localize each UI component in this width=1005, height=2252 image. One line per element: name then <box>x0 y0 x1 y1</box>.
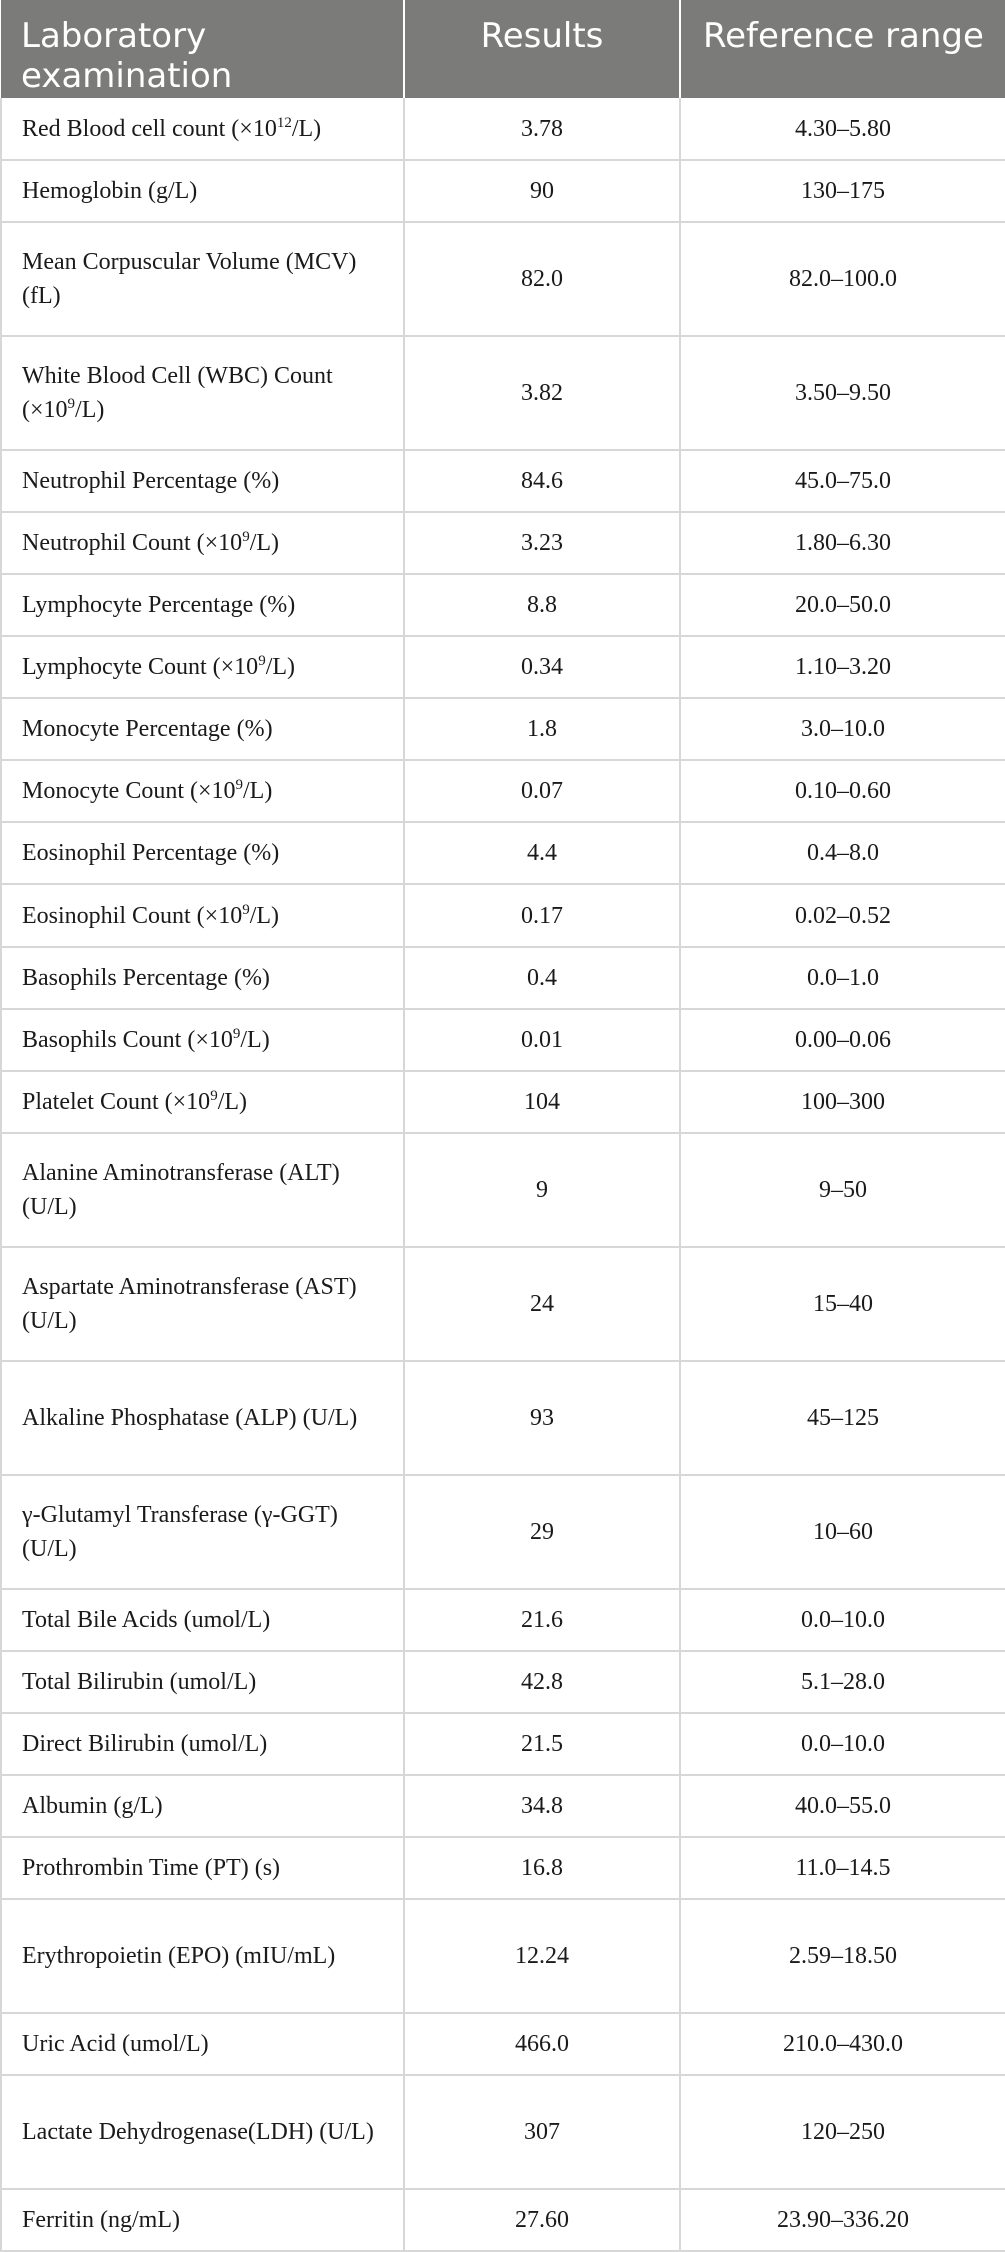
reference-range-cell: 0.10–0.60 <box>680 760 1005 822</box>
exam-name: γ-Glutamyl Transferase (γ-GGT) (U/L) <box>22 1501 338 1562</box>
exam-name-cell <box>1 160 404 222</box>
table-row <box>1 1071 1005 1133</box>
reference-range-cell: 0.4–8.0 <box>680 822 1005 884</box>
exam-name-cell <box>1 336 404 450</box>
result-cell: 3.78 <box>404 98 680 160</box>
result-cell: 3.23 <box>404 512 680 574</box>
table-row <box>1 760 1005 822</box>
header-results: Results <box>404 0 680 98</box>
result-cell: 0.17 <box>404 884 680 946</box>
exam-name-unit: /L) <box>291 115 322 142</box>
table-row <box>1 1009 1005 1071</box>
exam-name-unit: /L) <box>243 778 273 805</box>
exam-name-exponent: 9 <box>235 777 244 794</box>
exam-name-cell <box>1 1651 404 1713</box>
exam-name: Neutrophil Count (×10 <box>22 530 243 557</box>
exam-name: White Blood Cell (WBC) Count (×10 <box>22 363 333 424</box>
exam-name-cell <box>1 822 404 884</box>
exam-name-cell <box>1 1475 404 1589</box>
table-row <box>1 1247 1005 1361</box>
reference-range-cell: 1.80–6.30 <box>680 512 1005 574</box>
exam-name: Lactate Dehydrogenase(LDH) (U/L) <box>22 2118 374 2145</box>
exam-name-cell <box>1 1009 404 1071</box>
table-row <box>1 1775 1005 1837</box>
reference-range-cell: 45–125 <box>680 1361 1005 1475</box>
exam-name-unit: /L) <box>75 397 105 424</box>
table-row <box>1 1589 1005 1651</box>
exam-name-cell <box>1 450 404 512</box>
result-cell: 24 <box>404 1247 680 1361</box>
result-cell: 34.8 <box>404 1775 680 1837</box>
result-cell: 12.24 <box>404 1899 680 2013</box>
result-cell: 466.0 <box>404 2013 680 2075</box>
reference-range-cell: 11.0–14.5 <box>680 1837 1005 1899</box>
exam-name-cell <box>1 947 404 1009</box>
result-cell: 42.8 <box>404 1651 680 1713</box>
table-row <box>1 822 1005 884</box>
result-cell: 0.4 <box>404 947 680 1009</box>
exam-name-unit: /L) <box>249 902 280 929</box>
exam-name-cell <box>1 98 404 160</box>
reference-range-cell: 210.0–430.0 <box>680 2013 1005 2075</box>
exam-name: Alanine Aminotransferase (ALT) (U/L) <box>22 1159 340 1220</box>
exam-name-cell <box>1 1713 404 1775</box>
exam-name-exponent: 9 <box>242 901 250 918</box>
exam-name: Lymphocyte Percentage (%) <box>22 592 296 619</box>
result-cell: 90 <box>404 160 680 222</box>
exam-name: Platelet Count (×10 <box>22 1088 211 1115</box>
exam-name-cell <box>1 574 404 636</box>
exam-name-cell <box>1 1247 404 1361</box>
table-row <box>1 222 1005 336</box>
exam-name: Mean Corpuscular Volume (MCV) (fL) <box>22 249 357 310</box>
exam-name-exponent: 9 <box>67 396 76 413</box>
result-cell: 1.8 <box>404 698 680 760</box>
reference-range-cell: 40.0–55.0 <box>680 1775 1005 1837</box>
exam-name: Ferritin (ng/mL) <box>22 2206 180 2233</box>
table-row <box>1 2189 1005 2251</box>
reference-range-cell: 5.1–28.0 <box>680 1651 1005 1713</box>
exam-name: Lymphocyte Count (×10 <box>22 654 259 681</box>
table-row <box>1 98 1005 160</box>
reference-range-cell: 100–300 <box>680 1071 1005 1133</box>
exam-name-cell <box>1 1133 404 1247</box>
table-row <box>1 1651 1005 1713</box>
result-cell: 21.5 <box>404 1713 680 1775</box>
exam-name-cell <box>1 2075 404 2189</box>
table-row <box>1 1837 1005 1899</box>
result-cell: 0.07 <box>404 760 680 822</box>
exam-name: Basophils Percentage (%) <box>22 964 270 991</box>
result-cell: 8.8 <box>404 574 680 636</box>
exam-name: Monocyte Percentage (%) <box>22 716 273 743</box>
exam-name-unit: /L) <box>240 1026 270 1053</box>
reference-range-cell: 1.10–3.20 <box>680 636 1005 698</box>
reference-range-cell: 0.0–10.0 <box>680 1713 1005 1775</box>
exam-name: Alkaline Phosphatase (ALP) (U/L) <box>22 1404 358 1431</box>
exam-name: Uric Acid (umol/L) <box>22 2030 209 2057</box>
table-row <box>1 1899 1005 2013</box>
exam-name: Basophils Count (×10 <box>22 1026 233 1053</box>
exam-name-cell <box>1 222 404 336</box>
exam-name-cell <box>1 1899 404 2013</box>
exam-name: Hemoglobin (g/L) <box>22 178 198 205</box>
exam-name-cell <box>1 760 404 822</box>
exam-name: Total Bilirubin (umol/L) <box>22 1668 257 1695</box>
reference-range-cell: 0.00–0.06 <box>680 1009 1005 1071</box>
exam-name-exponent: 9 <box>242 529 250 546</box>
exam-name-cell <box>1 512 404 574</box>
header-examination: Laboratory examination <box>1 0 404 98</box>
result-cell: 93 <box>404 1361 680 1475</box>
exam-name-cell <box>1 2013 404 2075</box>
exam-name: Aspartate Aminotransferase (AST) (U/L) <box>22 1273 357 1334</box>
result-cell: 307 <box>404 2075 680 2189</box>
header-reference-range: Reference range <box>680 0 1005 98</box>
exam-name-cell <box>1 1589 404 1651</box>
reference-range-cell: 10–60 <box>680 1475 1005 1589</box>
exam-name-unit: /L) <box>265 654 296 681</box>
reference-range-cell: 82.0–100.0 <box>680 222 1005 336</box>
exam-name: Neutrophil Percentage (%) <box>22 468 280 495</box>
table-row <box>1 1713 1005 1775</box>
result-cell: 9 <box>404 1133 680 1247</box>
table-row <box>1 698 1005 760</box>
result-cell: 4.4 <box>404 822 680 884</box>
exam-name: Albumin (g/L) <box>22 1792 163 1819</box>
reference-range-cell: 3.50–9.50 <box>680 336 1005 450</box>
exam-name: Eosinophil Count (×10 <box>22 902 243 929</box>
reference-range-cell: 4.30–5.80 <box>680 98 1005 160</box>
table-row <box>1 1133 1005 1247</box>
reference-range-cell: 3.0–10.0 <box>680 698 1005 760</box>
table-row <box>1 2013 1005 2075</box>
exam-name: Monocyte Count (×10 <box>22 778 236 805</box>
result-cell: 29 <box>404 1475 680 1589</box>
reference-range-cell: 45.0–75.0 <box>680 450 1005 512</box>
result-cell: 104 <box>404 1071 680 1133</box>
table-body <box>1 98 1005 2251</box>
result-cell: 27.60 <box>404 2189 680 2251</box>
result-cell: 0.34 <box>404 636 680 698</box>
table-row <box>1 2075 1005 2189</box>
result-cell: 84.6 <box>404 450 680 512</box>
table-row <box>1 1475 1005 1589</box>
reference-range-cell: 120–250 <box>680 2075 1005 2189</box>
exam-name: Prothrombin Time (PT) (s) <box>22 1854 281 1881</box>
result-cell: 3.82 <box>404 336 680 450</box>
exam-name-cell <box>1 1837 404 1899</box>
exam-name-unit: /L) <box>217 1088 248 1115</box>
table-row <box>1 336 1005 450</box>
reference-range-cell: 0.0–1.0 <box>680 947 1005 1009</box>
exam-name: Direct Bilirubin (umol/L) <box>22 1730 268 1757</box>
reference-range-cell: 0.0–10.0 <box>680 1589 1005 1651</box>
result-cell: 21.6 <box>404 1589 680 1651</box>
table-row <box>1 636 1005 698</box>
result-cell: 0.01 <box>404 1009 680 1071</box>
reference-range-cell: 9–50 <box>680 1133 1005 1247</box>
exam-name-exponent: 9 <box>232 1025 241 1042</box>
reference-range-cell: 130–175 <box>680 160 1005 222</box>
reference-range-cell: 15–40 <box>680 1247 1005 1361</box>
header-row <box>1 0 1005 98</box>
table-row <box>1 884 1005 946</box>
exam-name: Red Blood cell count (×10 <box>22 115 277 142</box>
exam-name-cell <box>1 636 404 698</box>
exam-name-exponent: 12 <box>276 114 292 131</box>
exam-name-unit: /L) <box>249 530 280 557</box>
exam-name-cell <box>1 1361 404 1475</box>
reference-range-cell: 2.59–18.50 <box>680 1899 1005 2013</box>
table-row <box>1 574 1005 636</box>
exam-name: Eosinophil Percentage (%) <box>22 840 280 867</box>
exam-name-cell <box>1 1071 404 1133</box>
reference-range-cell: 23.90–336.20 <box>680 2189 1005 2251</box>
exam-name-cell <box>1 2189 404 2251</box>
table-row <box>1 947 1005 1009</box>
table-row <box>1 450 1005 512</box>
table-row <box>1 1361 1005 1475</box>
reference-range-cell: 20.0–50.0 <box>680 574 1005 636</box>
table-header <box>1 0 1005 98</box>
exam-name: Total Bile Acids (umol/L) <box>22 1606 271 1633</box>
exam-name-exponent: 9 <box>258 653 266 670</box>
exam-name-cell <box>1 698 404 760</box>
result-cell: 82.0 <box>404 222 680 336</box>
result-cell: 16.8 <box>404 1837 680 1899</box>
exam-name-exponent: 9 <box>210 1087 218 1104</box>
table-row <box>1 160 1005 222</box>
table-row <box>1 512 1005 574</box>
exam-name-cell <box>1 1775 404 1837</box>
exam-name: Erythropoietin (EPO) (mIU/mL) <box>22 1942 336 1969</box>
reference-range-cell: 0.02–0.52 <box>680 884 1005 946</box>
exam-name-cell <box>1 884 404 946</box>
